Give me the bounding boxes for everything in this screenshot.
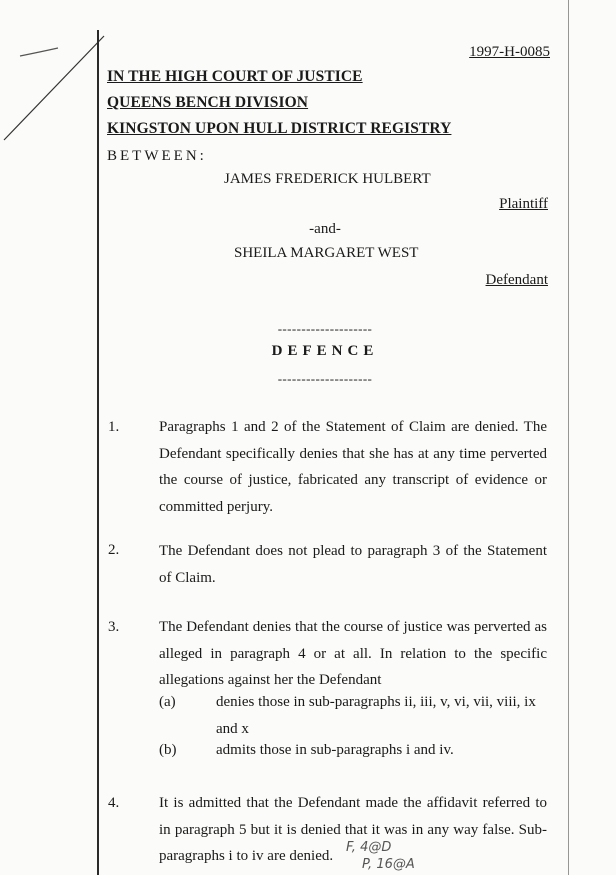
dash-rule-bottom: -------------------- [277,371,373,386]
paragraph-text: It is admitted that the Defendant made the affidavit referred to in paragraph 5 but it is denied that it was in any way false. Sub-paragraphs i to iv are denied. [159,795,547,864]
left-margin-rule [97,30,99,875]
case-reference: 1997-H-0085 [469,44,550,60]
subparagraph-text: denies those in sub-paragraphs ii, iii, v, vi, vii, viii, ix and x [216,694,536,737]
court-line-2: QUEENS BENCH DIVISION [107,94,309,111]
paragraph-text: Paragraphs 1 and 2 of the Statement of Claim are denied. The Defendant specifically denies that she has at any time perverted the course of justice, fabricated any transcript of evidence or committed perjury. [159,419,547,515]
paragraph-number: 4. [108,795,120,811]
court-line-1: IN THE HIGH COURT OF JUSTICE [107,68,363,85]
dash-rule-top: -------------------- [277,321,373,336]
subparagraph-text: admits those in sub-paragraphs i and iv. [216,742,454,758]
defendant-role: Defendant [485,272,548,288]
pen-stroke-mark [0,0,120,160]
paragraph-number: 2. [108,542,120,558]
right-margin-rule [568,0,569,875]
plaintiff-role: Plaintiff [499,196,548,212]
paragraph-text: The Defendant denies that the course of justice was perverted as alleged in paragraph 4 or at all. In relation to the specific allegations against her the Defendant [159,619,547,688]
plaintiff-name: JAMES FREDERICK HULBERT [224,171,431,187]
paragraph-number: 1. [108,419,120,435]
handwritten-annotation [344,836,434,872]
court-line-3: KINGSTON UPON HULL DISTRICT REGISTRY [107,120,452,137]
defendant-name: SHEILA MARGARET WEST [234,245,419,261]
subparagraph-label: (a) [159,694,176,710]
svg-text:P, 16@A: P, 16@A [362,857,415,872]
document-title: DEFENCE [271,343,379,359]
subparagraph-label: (b) [159,742,177,758]
paragraph-text: The Defendant does not plead to paragraph 3 of the Statement of Claim. [159,543,547,586]
and-separator: -and- [309,221,341,237]
svg-text:F, 4@D: F, 4@D [346,840,392,855]
between-label: BETWEEN: [107,148,207,164]
paragraph-number: 3. [108,619,120,635]
